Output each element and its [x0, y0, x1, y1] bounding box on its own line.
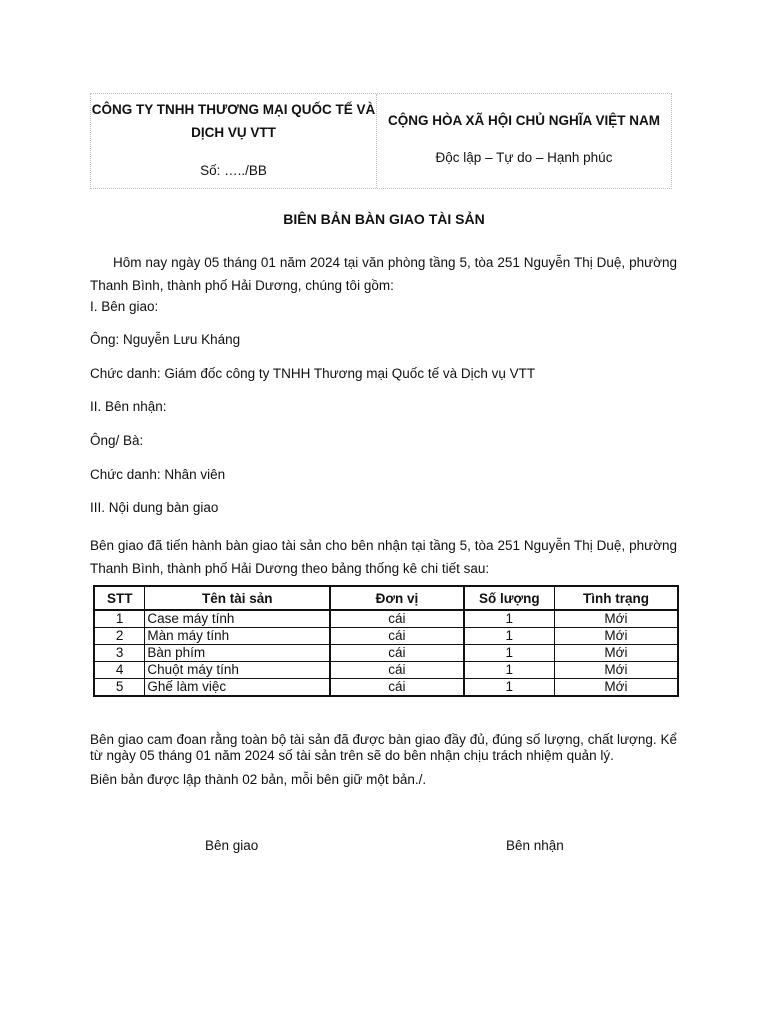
cell-stt: 3: [94, 645, 145, 662]
cell-asset-name: Màn máy tính: [145, 628, 330, 645]
document-number: Số: …../BB: [200, 163, 267, 178]
cell-stt: 4: [94, 662, 145, 679]
content-paragraph: Bên giao đã tiến hành bàn giao tài sản cho bên nhận tại tầng 5, tòa 251 Nguyễn Thị Duệ, phường Thanh Bình, thành phố Hải Dương theo bảng thống kê chi tiết sau:: [90, 538, 677, 576]
header-unit: Đơn vị: [330, 586, 463, 610]
giver-signature-label: Bên giao: [205, 838, 259, 853]
national-motto: Độc lập – Tự do – Hạnh phúc: [435, 150, 613, 165]
nation-title: CỘNG HÒA XÃ HỘI CHỦ NGHĨA VIỆT NAM: [387, 113, 660, 128]
table-header-row: [94, 586, 678, 610]
company-block: [91, 94, 377, 188]
cell-quantity: 1: [464, 679, 555, 697]
header-condition: Tình trạng: [554, 586, 678, 610]
copies-statement: Biên bản được lập thành 02 bản, mỗi bên giữ một bản./.: [90, 772, 427, 787]
cell-condition: Mới: [554, 645, 678, 662]
cell-quantity: 1: [464, 610, 555, 628]
cell-condition: Mới: [554, 628, 678, 645]
giver-heading: I. Bên giao:: [90, 299, 159, 314]
document-title: BIÊN BẢN BÀN GIAO TÀI SẢN: [283, 211, 485, 227]
giver-title: Chức danh: Giám đốc công ty TNHH Thương mại Quốc tế và Dịch vụ VTT: [90, 366, 536, 381]
company-name: [91, 98, 376, 144]
receiver-heading: II. Bên nhận:: [90, 399, 167, 414]
table-row: [94, 610, 678, 628]
cell-condition: Mới: [554, 679, 678, 697]
cell-asset-name: Case máy tính: [145, 610, 330, 628]
nation-block: [377, 94, 671, 188]
cell-condition: Mới: [554, 610, 678, 628]
cell-quantity: 1: [464, 628, 555, 645]
cell-condition: Mới: [554, 662, 678, 679]
header-stt: STT: [94, 586, 145, 610]
table-row: [94, 628, 678, 645]
table-row: [94, 662, 678, 679]
receiver-name: Ông/ Bà:: [90, 433, 144, 448]
cell-asset-name: Ghế làm việc: [145, 679, 330, 697]
giver-name: Ông: Nguyễn Lưu Kháng: [90, 332, 241, 347]
company-name-line1: CÔNG TY TNHH THƯƠNG MẠI QUỐC TẾ VÀ: [91, 102, 376, 117]
table-row: [94, 679, 678, 697]
header-asset-name: Tên tài sản: [145, 586, 330, 610]
cell-stt: 1: [94, 610, 145, 628]
receiver-signature-label: Bên nhận: [506, 838, 564, 853]
cell-quantity: 1: [464, 662, 555, 679]
cell-unit: cái: [330, 662, 463, 679]
content-heading: III. Nội dung bàn giao: [90, 500, 219, 515]
receiver-title: Chức danh: Nhân viên: [90, 467, 226, 482]
cell-unit: cái: [330, 628, 463, 645]
intro-paragraph: Hôm nay ngày 05 tháng 01 năm 2024 tại văn phòng tầng 5, tòa 251 Nguyễn Thị Duệ, phường Thanh Bình, thành phố Hải Dương, chúng tôi gồm:: [90, 255, 677, 293]
header-quantity: Số lượng: [464, 586, 555, 610]
cell-unit: cái: [330, 645, 463, 662]
cell-asset-name: Chuột máy tính: [145, 662, 330, 679]
cell-quantity: 1: [464, 645, 555, 662]
cell-asset-name: Bàn phím: [145, 645, 330, 662]
table-row: [94, 645, 678, 662]
header-table: [90, 93, 672, 189]
commitment-paragraph: Bên giao cam đoan rằng toàn bộ tài sản đã được bàn giao đầy đủ, đúng số lượng, chất lượng. Kể từ ngày 05 tháng 01 năm 2024 số tài sản trên sẽ do bên nhận chịu trách nhiệm quản lý.: [90, 732, 677, 763]
asset-table: [93, 585, 679, 697]
cell-stt: 5: [94, 679, 145, 697]
company-name-line2: DỊCH VỤ VTT: [191, 125, 276, 140]
cell-stt: 2: [94, 628, 145, 645]
cell-unit: cái: [330, 679, 463, 697]
cell-unit: cái: [330, 610, 463, 628]
